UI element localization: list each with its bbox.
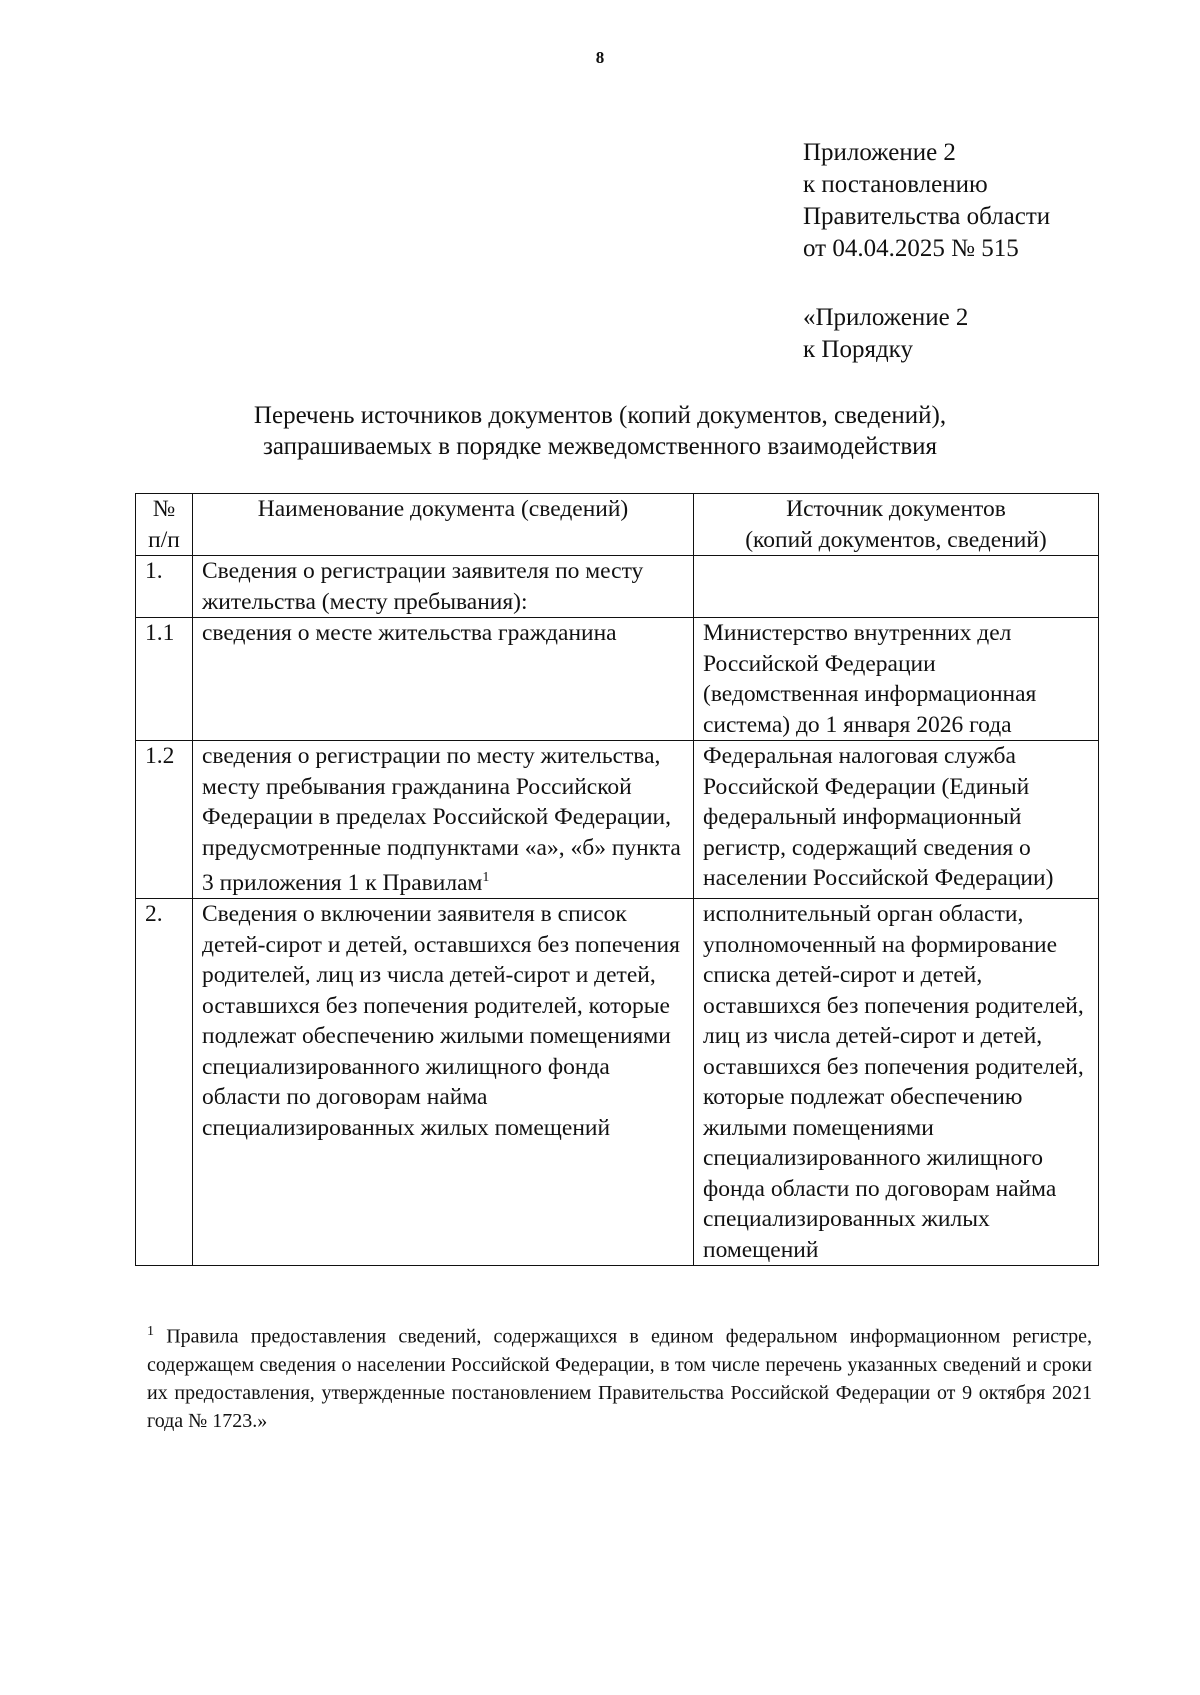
row-name: Сведения о включении заявителя в список детей-сирот и детей, оставшихся без попечения родителей, лиц из числа детей-сирот и детей, оставшихся без попечения родителей, которые подлежат обеспечению жилыми помещениями специализированного жилищного фонда области по договорам найма специализированных жилых помещений: [193, 899, 694, 1266]
appendix-line: «Приложение 2: [803, 304, 969, 331]
header-source-line: Источник документов: [786, 496, 1006, 522]
appendix-line: к Порядку: [803, 336, 913, 363]
header-source-line: (копий документов, сведений): [745, 526, 1047, 553]
table-row: [136, 618, 1099, 741]
row-name: сведения о месте жительства гражданина: [193, 618, 694, 741]
table-row: [136, 556, 1099, 618]
row-name-text: сведения о регистрации по месту жительства, месту пребывания гражданина Российской Федерации в пределах Российской Федерации, предусмотренные подпунктами «а», «б» пункта 3 приложения 1 к Правилам: [202, 743, 681, 896]
appendix-line: Правительства области: [803, 203, 1051, 230]
row-name: [193, 741, 694, 899]
footnote: [147, 1318, 1092, 1435]
footnote-mark: 1: [147, 1324, 154, 1339]
title-line: запрашиваемых в порядке межведомственного взаимодействия: [262, 433, 938, 460]
row-num: 2.: [136, 899, 193, 1266]
page-number: 8: [595, 48, 605, 67]
title-line: Перечень источников документов (копий документов, сведений),: [253, 402, 947, 429]
table-row: [136, 899, 1099, 1266]
row-source: Федеральная налоговая служба Российской Федерации (Единый федеральный информационный регистр, содержащий сведения о населении Российской Федерации): [694, 741, 1099, 899]
appendix-line: Приложение 2: [803, 139, 956, 166]
row-name: Сведения о регистрации заявителя по месту жительства (месту пребывания):: [193, 556, 694, 618]
row-source: [694, 556, 1099, 618]
table-header-row: [136, 494, 1099, 556]
header-num-line: п/п: [148, 526, 180, 553]
row-source: исполнительный орган области, уполномоченный на формирование списка детей-сирот и детей, оставшихся без попечения родителей, лиц из числа детей-сирот и детей, оставшихся без попечения родителей, которые подлежат обеспечению жилыми помещениями специализированного жилищного фонда области по договорам найма специализированных жилых помещений: [694, 899, 1099, 1266]
appendix-line: от 04.04.2025 № 515: [803, 235, 1019, 262]
appendix-to-order: [803, 302, 968, 366]
row-num: 1.: [136, 556, 193, 618]
row-num: 1.1: [136, 618, 193, 741]
header-num-line: №: [152, 496, 176, 522]
appendix-line: к постановлению: [803, 171, 988, 198]
row-num: 1.2: [136, 741, 193, 899]
footnote-reference: 1: [482, 870, 490, 885]
appendix-header: [803, 137, 1050, 265]
table-row: [136, 741, 1099, 899]
document-title: [0, 400, 1200, 462]
header-source: [694, 494, 1099, 556]
row-source: Министерство внутренних дел Российской Федерации (ведомственная информационная система) до 1 января 2026 года: [694, 618, 1099, 741]
header-num: [136, 494, 193, 556]
header-name: Наименование документа (сведений): [193, 494, 694, 556]
footnote-text: Правила предоставления сведений, содержащихся в едином федеральном информационном регистре, содержащем сведения о населении Российской Федерации, в том числе перечень указанных сведений и сроки их предоставления, утвержденные постановлением Правительства Российской Федерации от 9 октября 2021 года № 1723.»: [147, 1325, 1092, 1432]
sources-table: [135, 493, 1099, 1266]
